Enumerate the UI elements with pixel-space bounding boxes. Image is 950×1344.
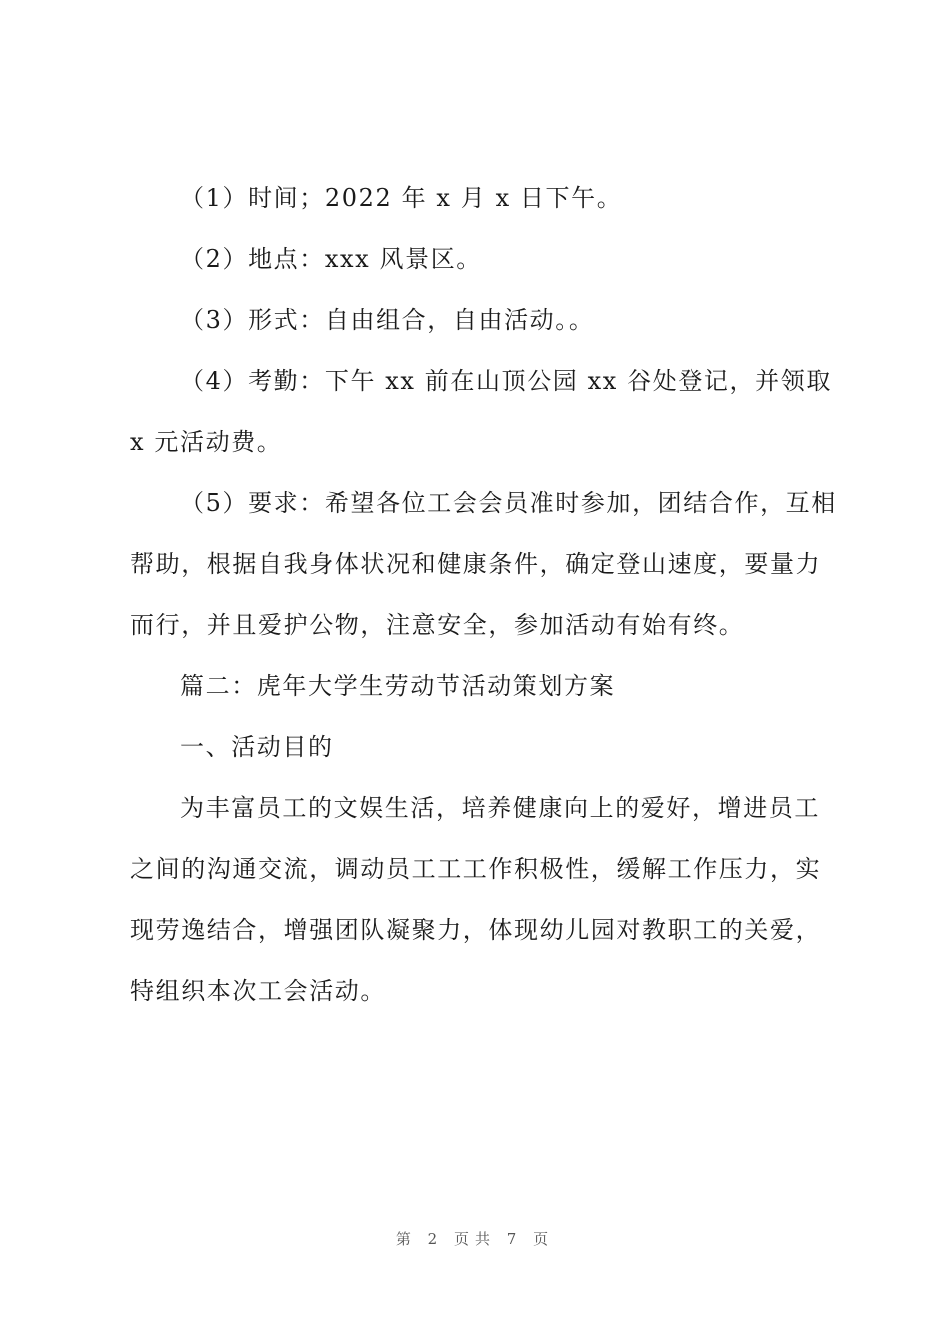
paragraph-format: （3）形式：自由组合，自由活动。。 (180, 306, 595, 334)
section-heading-activity-purpose: 一、活动目的 (180, 733, 334, 761)
paragraph-purpose: 为丰富员工的文娱生活，培养健康向上的爱好，增进员工之间的沟通交流，调动员工工工作积极性，缓解工作压力，实现劳逸结合，增强团队凝聚力，体现幼儿园对教职工的关爱，特组织本次工会活动。 (130, 794, 822, 1005)
document-body (130, 168, 842, 1022)
page-number-footer: 第 2 页共 7 页 (395, 1230, 555, 1248)
paragraph-location: （2）地点：xxx 风景区。 (180, 245, 482, 273)
paragraph-requirements: （5）要求：希望各位工会会员准时参加，团结合作，互相帮助，根据自我身体状况和健康条件，确定登山速度，要量力而行，并且爱护公物，注意安全，参加活动有始有终。 (130, 489, 837, 639)
section-heading-part-two: 篇二：虎年大学生劳动节活动策划方案 (180, 672, 616, 700)
paragraph-time: （1）时间；2022 年 x 月 x 日下午。 (180, 184, 623, 212)
paragraph-attendance: （4）考勤：下午 xx 前在山顶公园 xx 谷处登记，并领取 x 元活动费。 (130, 367, 832, 456)
